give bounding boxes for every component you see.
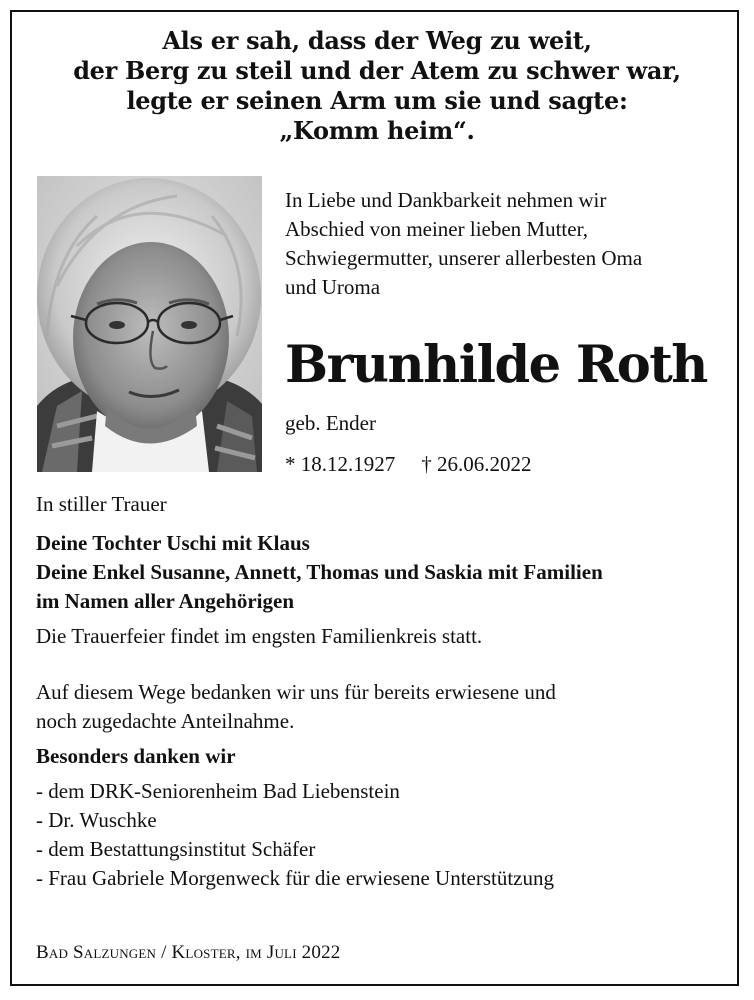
poem bbox=[12, 26, 742, 146]
thanks-line: Auf diesem Wege bedanken wir uns für bereits erwiesene und bbox=[36, 680, 556, 704]
mourning-label: In stiller Trauer bbox=[36, 492, 167, 516]
intro-line: In Liebe und Dankbarkeit nehmen wir bbox=[285, 188, 607, 212]
intro-line: und Uroma bbox=[285, 275, 381, 299]
intro-line: Abschied von meiner lieben Mutter, bbox=[285, 217, 588, 241]
thanks-text bbox=[36, 678, 736, 736]
life-dates bbox=[285, 450, 532, 478]
maiden-name: geb. Ender bbox=[285, 411, 376, 435]
mourners-list bbox=[36, 529, 736, 616]
death-date: † 26.06.2022 bbox=[421, 452, 532, 476]
funeral-note: Die Trauerfeier findet im engsten Familienkreis statt. bbox=[36, 624, 483, 648]
mourner-line: im Namen aller Angehörigen bbox=[36, 589, 295, 613]
special-thanks-heading: Besonders danken wir bbox=[36, 744, 236, 768]
notice-body bbox=[36, 490, 736, 893]
deceased-name: Brunhilde Roth bbox=[285, 335, 707, 395]
special-thanks-list bbox=[36, 777, 736, 893]
special-thanks-item: - dem Bestattungsinstitut Schäfer bbox=[36, 837, 316, 861]
special-thanks-item: - Frau Gabriele Morgenweck für die erwiesene Unterstützung bbox=[36, 866, 555, 890]
special-thanks-item: - dem DRK-Seniorenheim Bad Liebenstein bbox=[36, 779, 400, 803]
poem-line: Als er sah, dass der Weg zu weit, bbox=[162, 26, 592, 55]
portrait-photo bbox=[37, 176, 262, 472]
mourner-line: Deine Tochter Uschi mit Klaus bbox=[36, 531, 310, 555]
intro-line: Schwiegermutter, unserer allerbesten Oma bbox=[285, 246, 643, 270]
poem-line: der Berg zu steil und der Atem zu schwer war, bbox=[73, 56, 681, 85]
thanks-line: noch zugedachte Anteilnahme. bbox=[36, 709, 295, 733]
mourner-line: Deine Enkel Susanne, Annett, Thomas und Saskia mit Familien bbox=[36, 560, 603, 584]
intro-text bbox=[285, 186, 725, 302]
poem-line: legte er seinen Arm um sie und sagte: bbox=[126, 86, 628, 115]
birth-date: * 18.12.1927 bbox=[285, 452, 396, 476]
poem-line: „Komm heim“. bbox=[279, 116, 475, 145]
special-thanks-item: - Dr. Wuschke bbox=[36, 808, 157, 832]
place-and-date: Bad Salzungen / Kloster, im Juli 2022 bbox=[36, 942, 341, 963]
